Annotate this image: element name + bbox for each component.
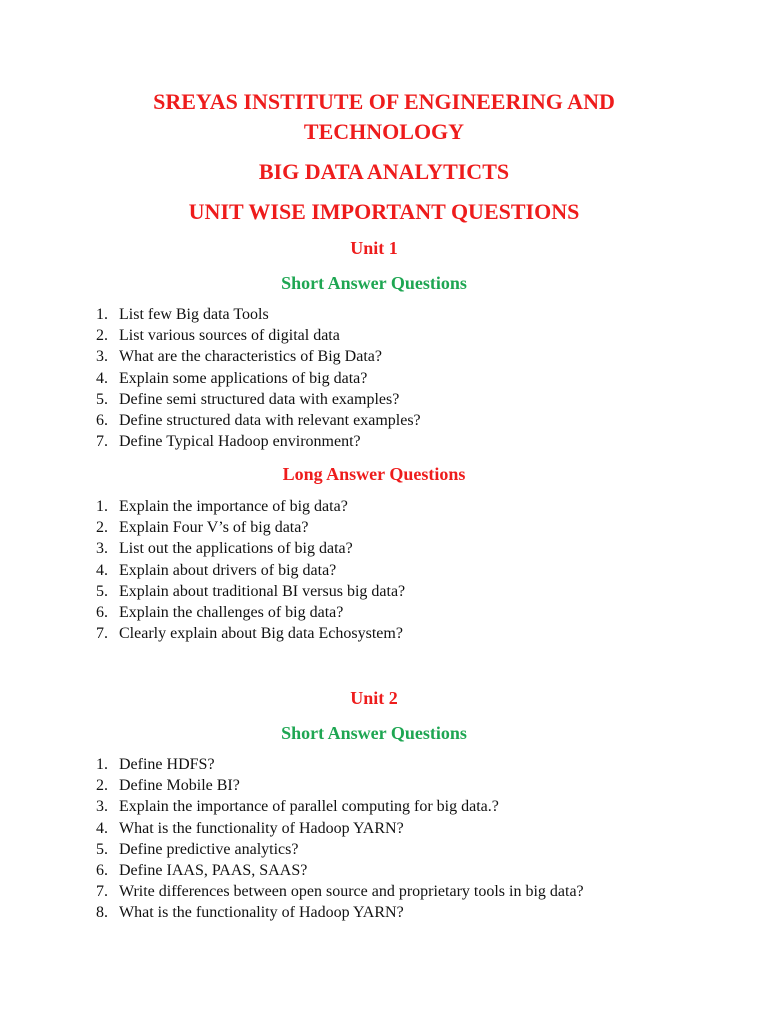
unit-1-short-answer-heading: Short Answer Questions [281, 273, 467, 293]
unit-1-long-answer-heading: Long Answer Questions [282, 464, 466, 484]
list-item: 7. Define Typical Hadoop environment? [96, 433, 361, 451]
list-item: 2. Define Mobile BI? [96, 777, 240, 795]
list-item: 5. Define semi structured data with examples? [96, 390, 400, 408]
list-item: 1. List few Big data Tools [96, 306, 269, 323]
list-item: 6. Define IAAS, PAAS, SAAS? [96, 862, 308, 880]
unit-1-short-answer-list [96, 304, 421, 452]
list-item: 5. Define predictive analytics? [96, 840, 299, 858]
unit-1-long-answer-list [96, 496, 405, 644]
list-item: 1. Explain the importance of big data? [96, 498, 348, 515]
list-item: 3. Explain the importance of parallel computing for big data.? [96, 798, 499, 816]
course-title: BIG DATA ANALYTICTS [258, 159, 510, 184]
unit-2-heading: Unit 2 [350, 688, 398, 708]
list-item: 3. List out the applications of big data? [96, 540, 353, 558]
document-title: UNIT WISE IMPORTANT QUESTIONS [188, 199, 580, 224]
list-item: 7. Clearly explain about Big data Echosystem? [96, 625, 403, 643]
list-item: 2. List various sources of digital data [96, 327, 340, 345]
list-item: 4. Explain about drivers of big data? [96, 561, 337, 579]
list-item: 6. Explain the challenges of big data? [96, 604, 344, 622]
list-item: 4. What is the functionality of Hadoop YARN? [96, 819, 404, 837]
list-item: 7. Write differences between open source and proprietary tools in big data? [96, 883, 584, 901]
unit-1-heading: Unit 1 [350, 238, 398, 258]
list-item: 6. Define structured data with relevant examples? [96, 412, 421, 430]
list-item: 8. What is the functionality of Hadoop YARN? [96, 904, 404, 922]
list-item: 1. Define HDFS? [96, 756, 215, 773]
unit-2-short-answer-list [96, 754, 584, 924]
unit-2-short-answer-heading: Short Answer Questions [281, 723, 467, 743]
list-item: 2. Explain Four V’s of big data? [96, 519, 309, 537]
institute-name-line-1: SREYAS INSTITUTE OF ENGINEERING AND [153, 89, 615, 114]
list-item: 3. What are the characteristics of Big Data? [96, 348, 382, 366]
list-item: 4. Explain some applications of big data? [96, 369, 368, 387]
institute-name-line-2: TECHNOLOGY [303, 119, 465, 144]
list-item: 5. Explain about traditional BI versus big data? [96, 582, 406, 600]
